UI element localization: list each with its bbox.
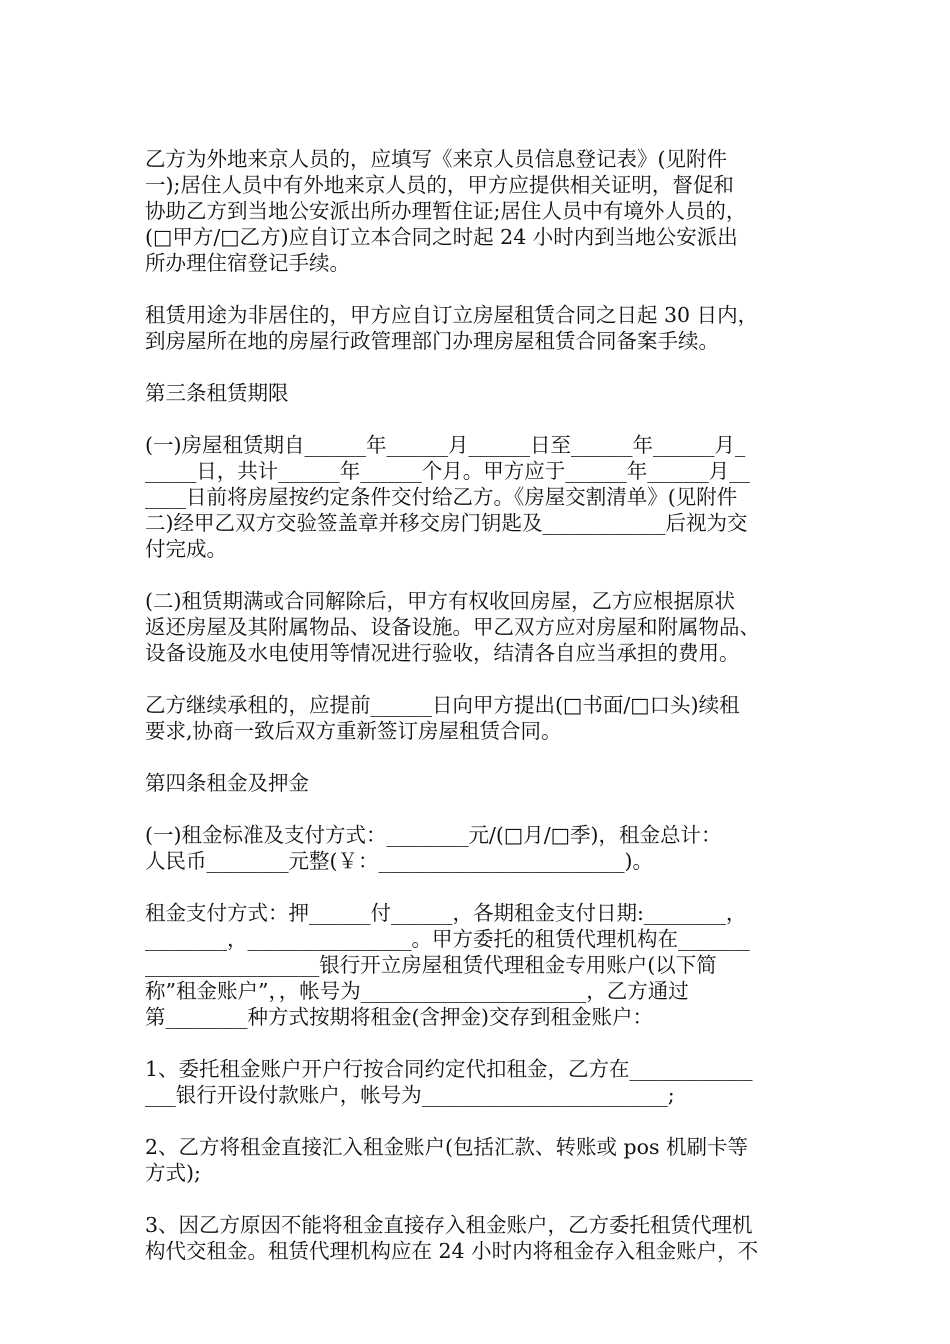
text-line: ________，________________。甲方委托的租赁代理机构在_______ bbox=[145, 927, 750, 951]
paragraph bbox=[145, 900, 810, 1030]
paragraph bbox=[145, 1134, 810, 1186]
text-line: 第三条租赁期限 bbox=[145, 381, 289, 405]
text-line: 一);居住人员中有外地来京人员的，甲方应提供相关证明，督促和 bbox=[145, 173, 734, 197]
paragraph bbox=[145, 588, 810, 666]
text-line: 付完成。 bbox=[145, 537, 227, 561]
text-line: 2、乙方将租金直接汇入租金账户(包括汇款、转账或 pos 机刷卡等 bbox=[145, 1135, 749, 1159]
paragraph bbox=[145, 1056, 810, 1108]
text-line: _____日，共计______年______个月。甲方应于______年______月__ bbox=[145, 459, 750, 483]
text-line: 所办理住宿登记手续。 bbox=[145, 251, 350, 275]
text-line: 租金支付方式：押______付______，各期租金支付日期:________， bbox=[145, 901, 747, 925]
text-line: 第________种方式按期将租金(含押金)交存到租金账户： bbox=[145, 1005, 653, 1029]
text-line: ___银行开设付款账户，帐号为________________________; bbox=[145, 1083, 675, 1107]
document-body bbox=[145, 146, 810, 1290]
text-line: 要求,协商一致后双方重新签订房屋租赁合同。 bbox=[145, 719, 562, 743]
paragraph bbox=[145, 146, 810, 276]
paragraph bbox=[145, 1212, 810, 1264]
text-line: 租赁用途为非居住的，甲方应自订立房屋租赁合同之日起 30 日内， bbox=[145, 303, 759, 327]
text-line: ____日前将房屋按约定条件交付给乙方。《房屋交割清单》(见附件 bbox=[145, 485, 738, 509]
paragraph bbox=[145, 380, 810, 406]
paragraph bbox=[145, 822, 810, 874]
text-line: 构代交租金。租赁代理机构应在 24 小时内将租金存入租金账户，不 bbox=[145, 1239, 759, 1263]
text-line: 返还房屋及其附属物品、设备设施。甲乙双方应对房屋和附属物品、 bbox=[145, 615, 760, 639]
paragraph bbox=[145, 432, 810, 562]
text-line: 设备设施及水电使用等情况进行验收，结清各自应当承担的费用。 bbox=[145, 641, 740, 665]
text-line: 协助乙方到当地公安派出所办理暂住证;居住人员中有境外人员的， bbox=[145, 199, 747, 223]
text-line: _________________银行开立房屋租赁代理租金专用账户(以下简 bbox=[145, 953, 717, 977]
text-line: (□甲方/□乙方)应自订立本合同之时起 24 小时内到当地公安派出 bbox=[145, 225, 738, 249]
text-line: (一)房屋租赁期自______年______月______日至______年______月_ bbox=[145, 433, 746, 457]
text-line: 人民币________元整(￥：________________________)。 bbox=[145, 849, 653, 873]
text-line: 3、因乙方原因不能将租金直接存入租金账户，乙方委托租赁代理机 bbox=[145, 1213, 753, 1237]
text-line: (二)租赁期满或合同解除后，甲方有权收回房屋，乙方应根据原状 bbox=[145, 589, 735, 613]
text-line: 到房屋所在地的房屋行政管理部门办理房屋租赁合同备案手续。 bbox=[145, 329, 719, 353]
text-line: 1、委托租金账户开户行按合同约定代扣租金，乙方在____________ bbox=[145, 1057, 753, 1081]
paragraph bbox=[145, 770, 810, 796]
text-line: 乙方继续承租的，应提前______日向甲方提出(□书面/□口头)续租 bbox=[145, 693, 740, 717]
text-line: 乙方为外地来京人员的，应填写《来京人员信息登记表》(见附件 bbox=[145, 147, 727, 171]
paragraph bbox=[145, 692, 810, 744]
text-line: (一)租金标准及支付方式：________元/(□月/□季)，租金总计： bbox=[145, 823, 722, 847]
text-line: 二)经甲乙双方交验签盖章并移交房门钥匙及____________后视为交 bbox=[145, 511, 748, 535]
paragraph bbox=[145, 302, 810, 354]
text-line: 称”租金账户”，，帐号为______________________，乙方通过 bbox=[145, 979, 689, 1003]
text-line: 方式); bbox=[145, 1161, 201, 1185]
text-line: 第四条租金及押金 bbox=[145, 771, 309, 795]
